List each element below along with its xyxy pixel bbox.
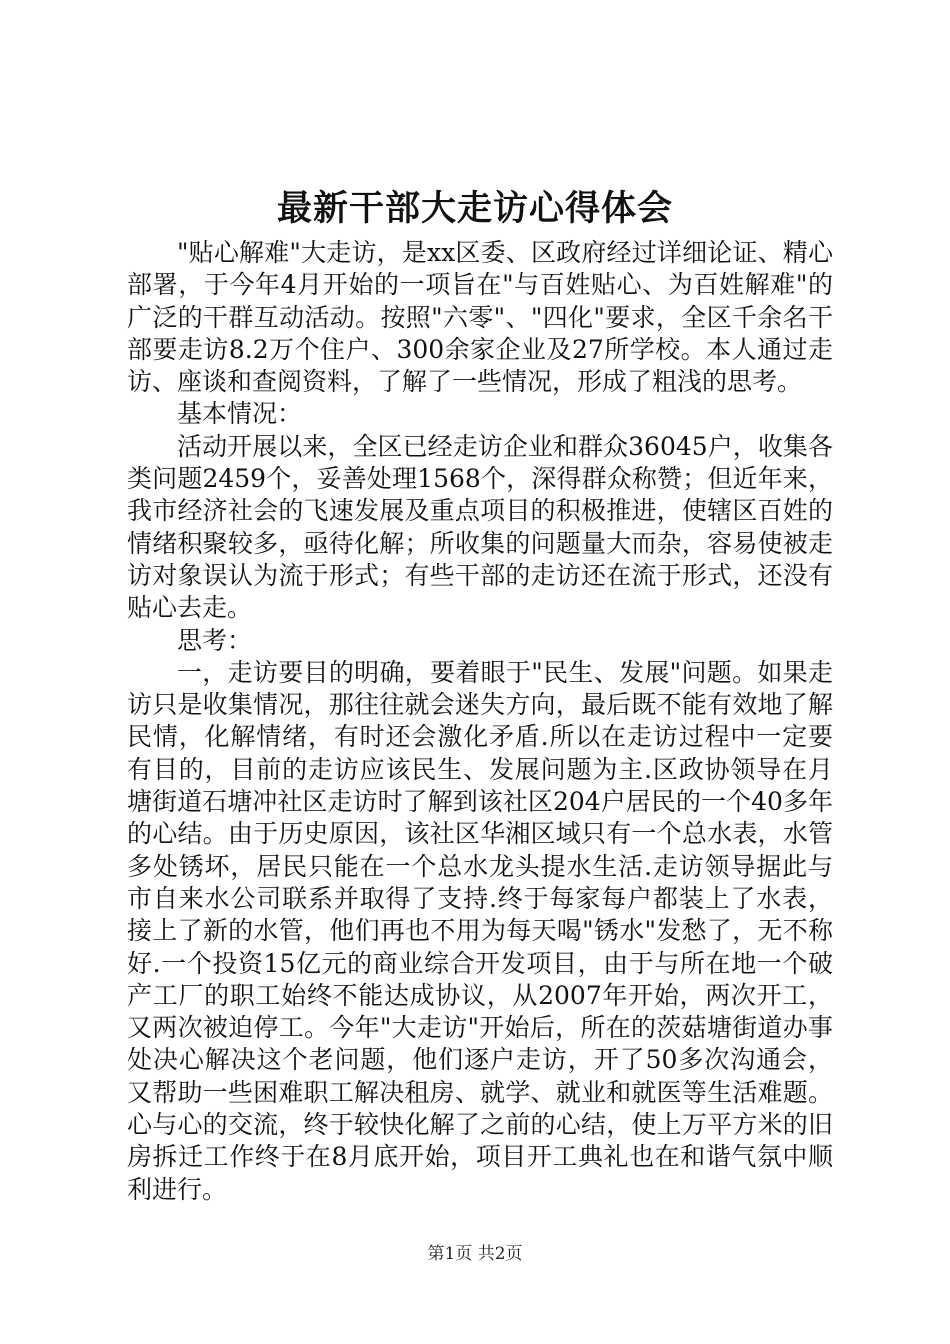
paragraph-thought-one: 一，走访要目的明确，要着眼于"民生、发展"问题。如果走访只是收集情况，那往往就会迷失方向，最后既不能有效地了解民情，化解情绪，有时还会激化矛盾.所以在走访过程中一定要有目的，目前的走访应该民生、发展问题为主.区政协领导在月塘街道石塘冲社区走访时了解到该社区204户居民的一个40多年的心结。由于历史原因，该社区华湘区域只有一个总水表，水管多处锈坏，居民只能在一个总水龙头提水生活.走访领导据此与市自来水公司联系并取得了支持.终于每家每户都装上了水表，接上了新的水管，他们再也不用为每天喝"锈水"发愁了，无不称好.一个投资15亿元的商业综合开发项目，由于与所在地一个破产工厂的职工始终不能达成协议，从2007年开始，两次开工，又两次被迫停工。今年"大走访"开始后，所在的茨菇塘街道办事处决心解决这个老问题，他们逐户走访，开了50多次沟通会，又帮助一些困难职工解决租房、就学、就业和就医等生活难题。心与心的交流，终于较快化解了之前的心结，使上万平方米的旧房拆迁工作终于在8月底开始，项目开工典礼也在和谐气氛中顺利进行。 [127, 657, 833, 1204]
page-number: 第1页 共2页 [427, 1244, 523, 1264]
paragraph-intro: "贴心解难"大走访，是xx区委、区政府经过详细论证、精心部署，于今年4月开始的一项旨在"与百姓贴心、为百姓解难"的广泛的干群互动活动。按照"六零"、"四化"要求，全区千余名干部要走访8.2万个住户、300余家企业及27所学校。本人通过走访、座谈和查阅资料，了解了一些情况，形成了粗浅的思考。 [127, 238, 833, 397]
document-title: 最新干部大走访心得体会 [276, 188, 673, 229]
paragraph-basic-situation: 活动开展以来，全区已经走访企业和群众36045户，收集各类问题2459个，妥善处理1568个，深得群众称赞；但近年来，我市经济社会的飞速发展及重点项目的积极推进，使辖区百姓的情绪积聚较多，亟待化解；所收集的问题量大而杂，容易使被走访对象误认为流于形式；有些干部的走访还在流于形式，还没有贴心去走。 [127, 431, 833, 623]
document-body [127, 237, 833, 1206]
section-heading-basic-situation: 基本情况： [177, 399, 303, 429]
section-heading-thoughts: 思考： [177, 625, 253, 655]
